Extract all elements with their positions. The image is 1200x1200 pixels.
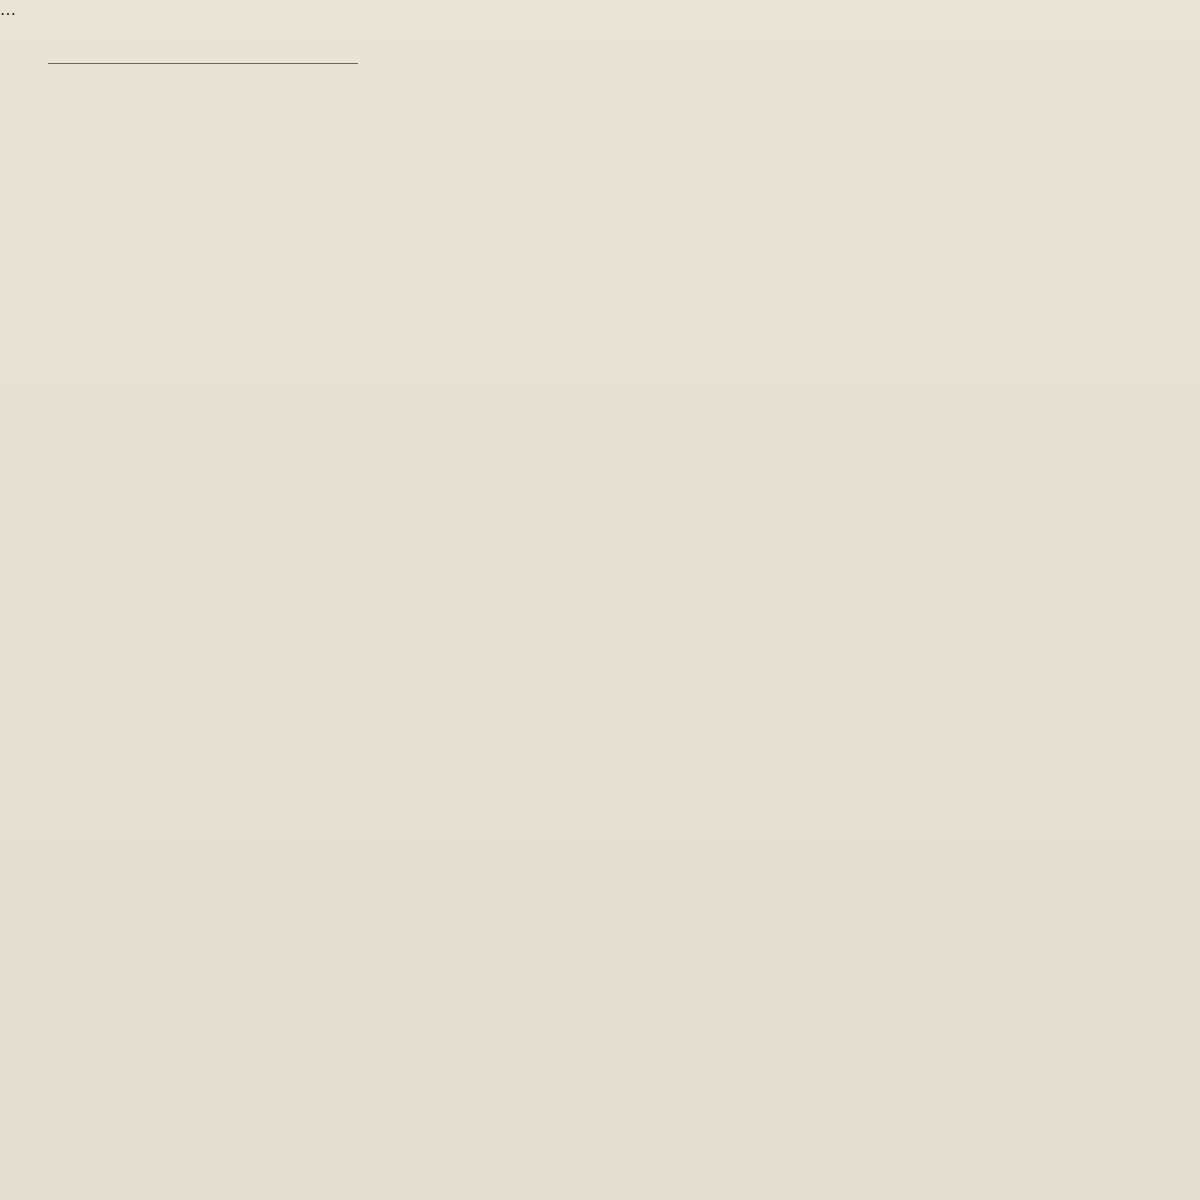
newspaper-page: …: [0, 0, 1200, 1200]
slogan-underline: [48, 63, 358, 64]
